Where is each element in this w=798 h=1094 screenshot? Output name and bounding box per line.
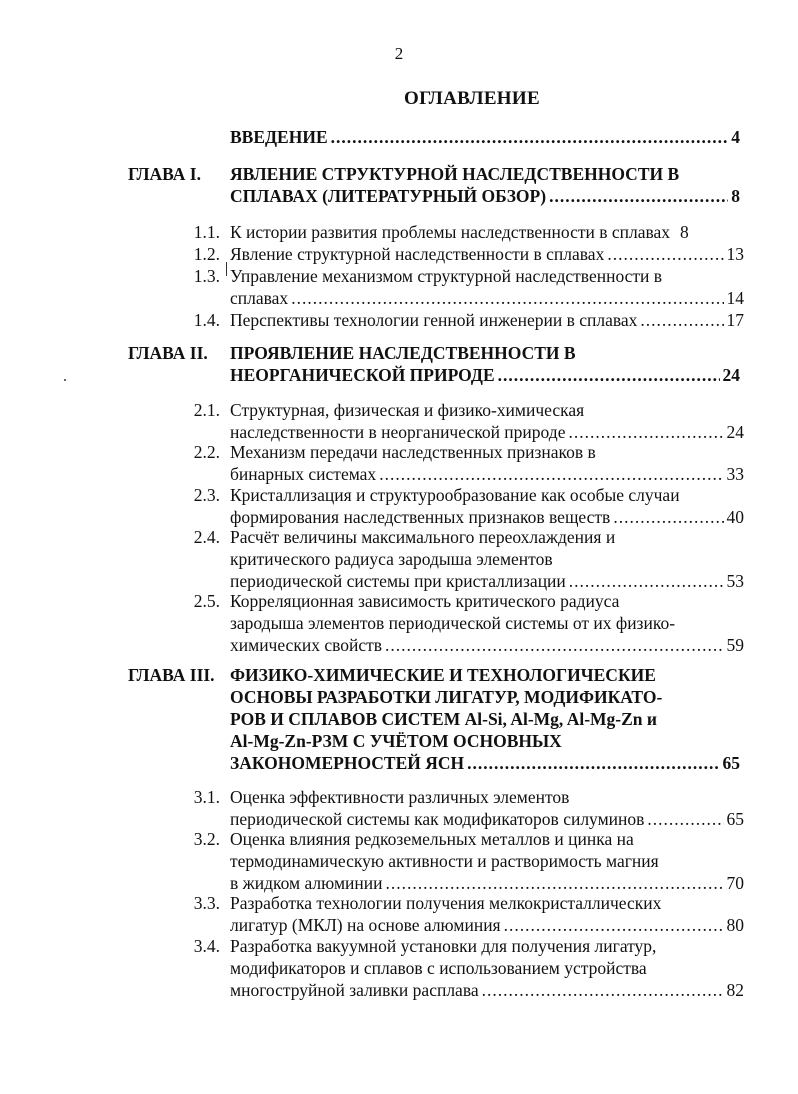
- section-title-line: многоструйной заливки расплава: [230, 980, 479, 1000]
- section-page: 14: [726, 288, 744, 308]
- leader-dots: [607, 243, 723, 265]
- chapter-title-line: НЕОРГАНИЧЕСКОЙ ПРИРОДЕ: [230, 365, 495, 385]
- section-number: 2.1.: [193, 400, 220, 420]
- introduction-title: ВВЕДЕНИЕ: [230, 127, 328, 147]
- chapter-title-line: ЗАКОНОМЕРНОСТЕЙ ЯСН: [230, 753, 465, 773]
- section-title-line: Расчёт величины максимального переохлаждения и: [230, 527, 616, 547]
- section-number: 3.3.: [193, 893, 220, 913]
- leader-dots: [331, 126, 729, 148]
- section-title-line: химических свойств: [230, 635, 383, 655]
- chapter-title-line: ФИЗИКО-ХИМИЧЕСКИЕ И ТЕХНОЛОГИЧЕСКИЕ: [230, 665, 656, 685]
- section-page: 13: [726, 244, 744, 264]
- leader-dots: [647, 808, 723, 830]
- section-number: 1.4.: [193, 310, 220, 330]
- section-title-line: формирования наследственных признаков веществ: [230, 507, 611, 527]
- section-number: 1.1.: [193, 222, 220, 242]
- chapter-label: ГЛАВА II.: [128, 343, 208, 363]
- chapter-title-line: ЯВЛЕНИЕ СТРУКТУРНОЙ НАСЛЕДСТВЕННОСТИ В: [230, 164, 680, 184]
- section-page: 59: [726, 635, 744, 655]
- section-title-line: Разработка вакуумной установки для получения лигатур,: [230, 936, 657, 956]
- section-number: 2.4.: [193, 527, 220, 547]
- section-title-line: Механизм передачи наследственных признаков в: [230, 442, 596, 462]
- leader-dots: [549, 185, 728, 207]
- section-title-line: термодинамическую активности и растворимость магния: [230, 851, 659, 871]
- chapter-page: 65: [722, 753, 740, 773]
- section-title-line: Оценка влияния редкоземельных металлов и цинка на: [230, 829, 634, 849]
- section-page: 82: [726, 980, 744, 1000]
- section-number: 1.2.: [193, 244, 220, 264]
- section-number: 2.5.: [193, 591, 220, 611]
- section-page: 33: [726, 464, 744, 484]
- introduction-page: 4: [731, 127, 740, 147]
- leader-dots: [613, 506, 723, 528]
- leader-dots: [640, 309, 723, 331]
- leader-dots: [498, 364, 720, 386]
- section-page: 8: [680, 222, 689, 242]
- section-title-line: сплавах: [230, 288, 289, 308]
- leader-dots: [569, 570, 724, 592]
- section-page: 17: [726, 310, 744, 330]
- section-page: 24: [726, 422, 744, 442]
- section-title-line: критического радиуса зародыша элементов: [230, 549, 553, 569]
- chapter-title-line: ОСНОВЫ РАЗРАБОТКИ ЛИГАТУР, МОДИФИКАТО-: [230, 687, 663, 707]
- leader-dots: [467, 752, 719, 774]
- leader-dots: [379, 463, 723, 485]
- section-title-line: наследственности в неорганической природе: [230, 422, 566, 442]
- chapter-title-line: Al-Mg-Zn-РЗМ С УЧЁТОМ ОСНОВНЫХ: [230, 731, 562, 751]
- section-title-line: Явление структурной наследственности в сплавах: [230, 244, 605, 264]
- section-title-line: бинарных системах: [230, 464, 377, 484]
- chapter-title-line: ПРОЯВЛЕНИЕ НАСЛЕДСТВЕННОСТИ В: [230, 343, 576, 363]
- leader-dots: [291, 287, 723, 309]
- section-number: 3.2.: [193, 829, 220, 849]
- section-number: 2.3.: [193, 485, 220, 505]
- chapter-title-line: СПЛАВАХ (ЛИТЕРАТУРНЫЙ ОБЗОР): [230, 186, 547, 206]
- section-title-line: Перспективы технологии генной инженерии в сплавах: [230, 310, 638, 330]
- section-title-line: Структурная, физическая и физико-химическая: [230, 400, 585, 420]
- chapter-page: 24: [722, 365, 740, 385]
- section-title-line: Разработка технологии получения мелкокристаллических: [230, 893, 662, 913]
- leader-dots: [504, 914, 724, 936]
- section-title-line: лигатур (МКЛ) на основе алюминия: [230, 915, 501, 935]
- section-title-line: зародыша элементов периодической системы от их физико-: [230, 613, 676, 633]
- section-page: 40: [726, 507, 744, 527]
- chapter-label: ГЛАВА I.: [128, 164, 201, 184]
- section-number: 3.1.: [193, 787, 220, 807]
- section-title-line: Управление механизмом структурной наследственности в: [230, 266, 663, 286]
- section-title-line: периодической системы при кристаллизации: [230, 571, 566, 591]
- section-title-line: Корреляционная зависимость критического радиуса: [230, 591, 620, 611]
- section-number: 2.2.: [193, 442, 220, 462]
- section-number: 3.4.: [193, 936, 220, 956]
- leader-dots: [482, 979, 724, 1001]
- section-title-line: Кристаллизация и структурообразование как особые случаи: [230, 485, 680, 505]
- chapter-title-line: РОВ И СПЛАВОВ СИСТЕМ Al-Si, Al-Mg, Al-Mg-Zn и: [230, 709, 657, 729]
- section-title-line: в жидком алюминии: [230, 873, 383, 893]
- chapter-page: 8: [731, 186, 740, 206]
- page-number: 2: [394, 44, 404, 63]
- section-page: 70: [726, 873, 744, 893]
- section-page: 65: [726, 809, 744, 829]
- leader-dots: [568, 421, 723, 443]
- section-title-line: Оценка эффективности различных элементов: [230, 787, 570, 807]
- scan-mark: [226, 262, 227, 276]
- toc-title: ОГЛАВЛЕНИЕ: [404, 88, 540, 109]
- section-title-line: модификаторов и сплавов с использованием устройства: [230, 958, 647, 978]
- section-page: 80: [726, 915, 744, 935]
- scan-dot: [64, 379, 66, 381]
- chapter-label: ГЛАВА III.: [128, 665, 215, 685]
- section-title-line: К истории развития проблемы наследственности в сплавах: [230, 222, 671, 242]
- leader-dots: [385, 634, 723, 656]
- section-title-line: периодической системы как модификаторов силуминов: [230, 809, 645, 829]
- section-page: 53: [726, 571, 744, 591]
- leader-dots: [386, 872, 724, 894]
- toc-entry-introduction: [230, 126, 740, 148]
- section-number: 1.3.: [193, 266, 220, 286]
